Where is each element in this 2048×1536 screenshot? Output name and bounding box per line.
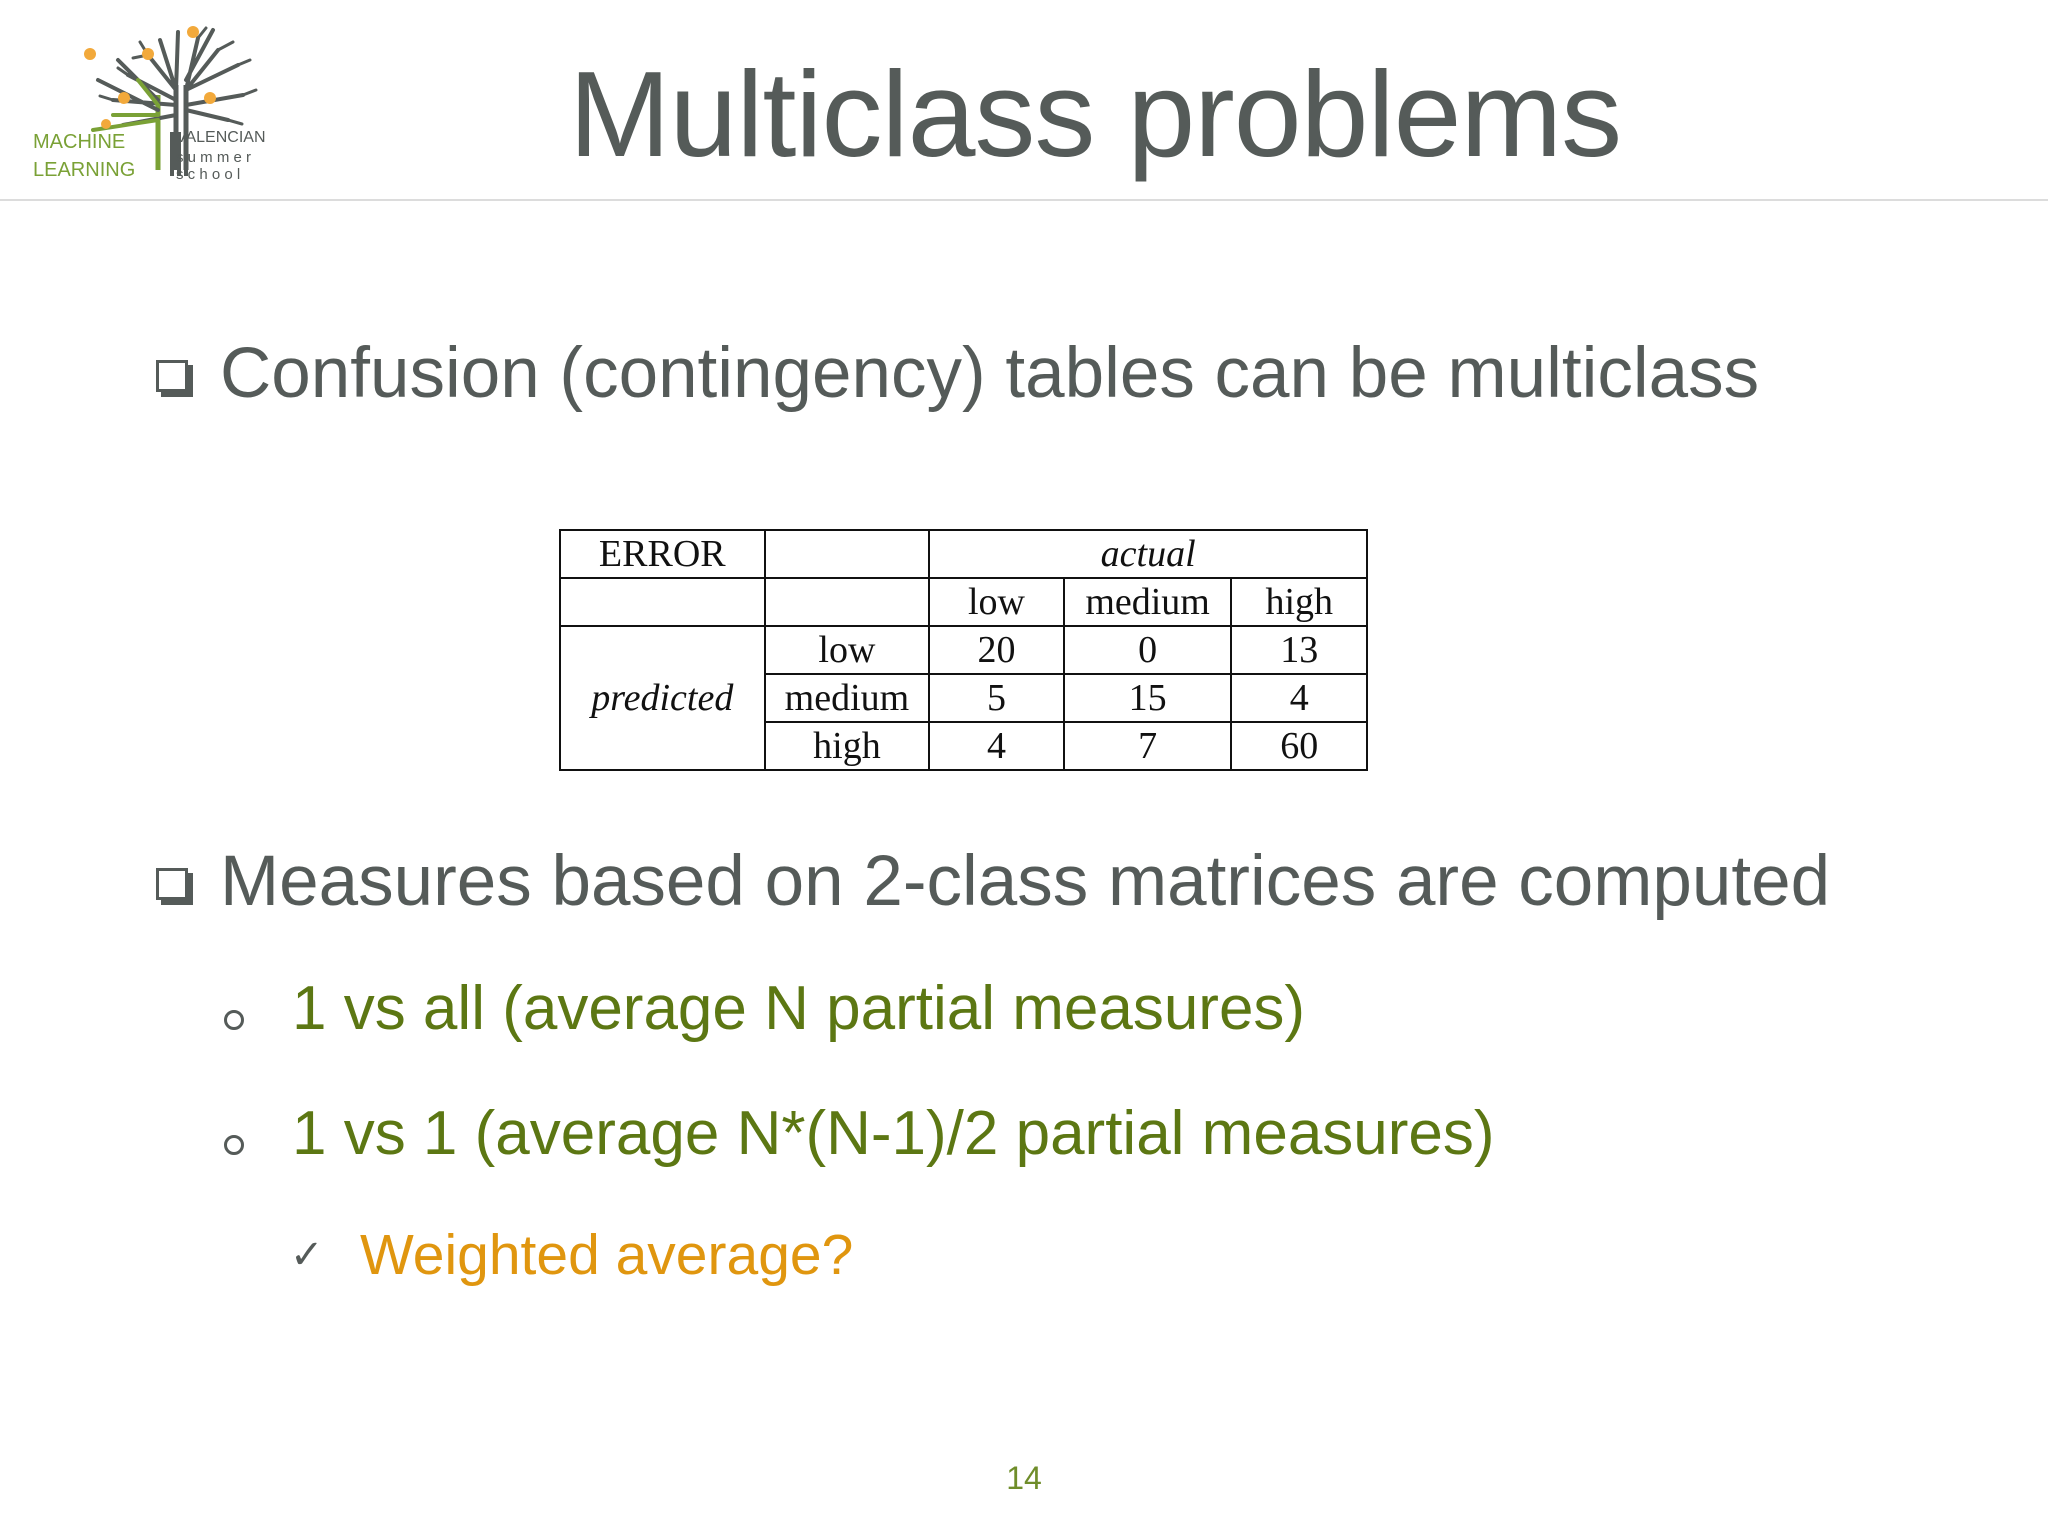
sub-bullet-2-text: 1 vs 1 (average N*(N-1)/2 partial measures) xyxy=(292,1099,1495,1168)
square-bullet-icon xyxy=(156,868,188,900)
sub-sub-bullet-1-text: Weighted average? xyxy=(360,1223,854,1287)
table-cell: 20 xyxy=(929,626,1063,674)
table-col-header: medium xyxy=(1064,578,1232,626)
table-cell: 5 xyxy=(929,674,1063,722)
logo-text-learning: LEARNING xyxy=(33,159,136,181)
confusion-table xyxy=(559,529,1368,771)
logo-text-school: s c h o o l xyxy=(176,166,241,183)
table-row-header: high xyxy=(765,722,930,770)
table-empty-cell xyxy=(560,578,765,626)
checkmark-icon: ✓ xyxy=(290,1232,324,1278)
table-corner-cell: ERROR xyxy=(560,530,765,578)
table-row-header: low xyxy=(765,626,930,674)
table-cell: 4 xyxy=(929,722,1063,770)
tree-logo-icon xyxy=(28,20,298,190)
table-predicted-header: predicted xyxy=(560,626,765,770)
school-logo xyxy=(28,20,298,190)
table-empty-cell xyxy=(765,578,930,626)
slide-title: Multiclass problems xyxy=(568,46,1622,182)
logo-text-summer: s u m m e r xyxy=(176,149,252,166)
table-cell: 4 xyxy=(1231,674,1367,722)
table-empty-cell xyxy=(765,530,930,578)
table-cell: 15 xyxy=(1064,674,1232,722)
table-row-header: medium xyxy=(765,674,930,722)
table-actual-header: actual xyxy=(929,530,1367,578)
table-cell: 60 xyxy=(1231,722,1367,770)
logo-text-machine: MACHINE xyxy=(33,131,126,153)
table-col-header: low xyxy=(929,578,1063,626)
sub-bullet-1-text: 1 vs all (average N partial measures) xyxy=(292,974,1306,1043)
bullet-1-text: Confusion (contingency) tables can be multiclass xyxy=(220,334,1760,413)
table-cell: 0 xyxy=(1064,626,1232,674)
circle-bullet-icon xyxy=(224,1010,244,1030)
logo-text-valencian: VALENCIAN xyxy=(176,129,266,146)
bullet-2-text: Measures based on 2-class matrices are computed xyxy=(220,842,1831,921)
header-divider xyxy=(0,199,2048,201)
table-row xyxy=(560,626,1367,674)
circle-bullet-icon xyxy=(224,1135,244,1155)
table-col-header: high xyxy=(1231,578,1367,626)
table-cell: 7 xyxy=(1064,722,1232,770)
table-cell: 13 xyxy=(1231,626,1367,674)
page-number: 14 xyxy=(1006,1460,1042,1496)
square-bullet-icon xyxy=(156,360,188,392)
